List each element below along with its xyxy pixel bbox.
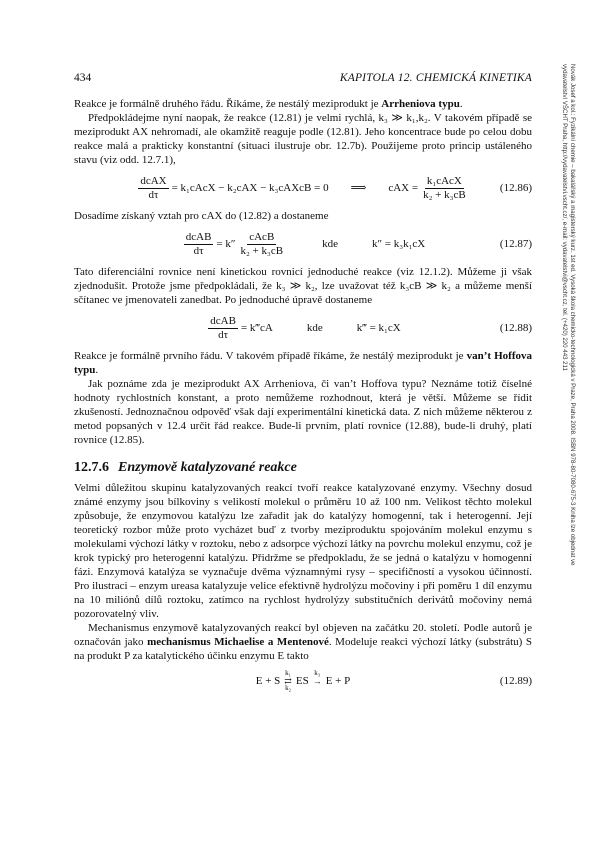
running-head: KAPITOLA 12. CHEMICKÁ KINETIKA [339, 72, 532, 84]
numerator: dcAB [185, 230, 212, 243]
paragraph-how-to-tell: Jak poznáme zda je meziprodukt AX Arrheniova, či van’t Hoffova typu? Neznáme totiž číselné hodnoty rychlostních konstant, a proto nemůžeme rozhodnout, která je větší. Můžeme se řídit zkušeností. Jednoznačnou odpověď však dají experimentální kinetická data. Z nich můžeme některou z metod popsaných v 12.4 určit řád reakce. Bude-li prvním, platí rovnice (12.88), bude-li druhý, platí rovnice (12.85). [74, 378, 532, 446]
text-run: . [459, 98, 463, 110]
paragraph-substitute: Dosadíme získaný vztah pro cAX do (12.82) a dostaneme [74, 210, 329, 222]
equation-number: (12.87) [499, 238, 532, 250]
denominator: k₂ + k₃cB [423, 188, 466, 201]
side-copyright-note: Novák Josef a kol.: Fyzikální chemie – bakalářský a magisterský kurz. 1st ed. Vysoká škola chemicko-technologická v Praze, Praha 2008. ISBN 978-80-7080-675-3 Kniha lze objednat ve vydavatelství VŠCHT Praha, http://vydavatelstvi.vscht.cz/, e-mail: vydavatelstvi@vscht.cz, tel. (+420) 220 443 211 [560, 64, 576, 566]
equation-number: (12.89) [499, 675, 532, 687]
text-run: . [95, 364, 99, 376]
numerator: cAcB [249, 230, 275, 243]
equation-12-87 [74, 229, 532, 259]
equation-rhs: = k₁cAcX − k₂cAX − k₃cAXcB = 0 [171, 182, 329, 194]
equation-12-89 [74, 669, 532, 693]
paragraph-michaelis [74, 621, 532, 663]
denominator: dτ [218, 328, 229, 341]
arrow-spacer [316, 685, 318, 692]
equation-rhs: = k‴cA [240, 322, 273, 334]
rate-constant-k1: k₁ [285, 669, 292, 677]
fraction [421, 175, 468, 202]
term-arrhenius-type: Arrheniova typu [381, 98, 460, 110]
paragraph-enzymes: Velmi důležitou skupinu katalyzovaných reakcí tvoří reakce katalyzované enzymy. Všechny dosud známé enzymy jsou bílkoviny s velikostí molekul o průměru 10 až 100 nm. Velikost těchto molekul způsobuje, že enzymovou katalýzu lze zařadit jak do katalýzy homogenní, tak i heterogenní. Její teoretický rozbor může proto vycházet buď z tvorby meziproduktu spojováním molekul enzymu s molekulami výchozí látky v roztoku, nebo z adsorpce výchozí látky na povrchu molekul enzymu, což je krok typický pro heterogenní katalýzu. Přidržme se předpokladu, že se jedná o katalýzu v homogenní fázi. Enzymová katalýza se vyznačuje dvěma významnými rysy – specifičností a vysokou účinností. Pro ilustraci – enzym ureasa katalyzuje velice efektivně hydrolýzu močoviny i při poměru 1 díl enzymu na 10 miliónů dílů roztoku, zatímco na rychlost hydrolýzy substitučních derivátů močoviny nemá pozorovatelný vliv. [74, 482, 532, 620]
text-run: Reakce je formálně prvního řádu. V takovém případě říkáme, že nestálý meziprodukt je [74, 350, 467, 362]
equation-number: (12.88) [499, 322, 532, 334]
constant-definition: k‴ = k₁cX [356, 322, 401, 334]
right-arrow-icon: → [312, 676, 322, 686]
section-title: Enzymově katalyzované reakce [118, 460, 297, 475]
equation-lhs: cAX = [388, 182, 419, 194]
numerator: k₁cAcX [426, 174, 462, 187]
where-word: kde [322, 238, 338, 250]
term-vant-hoff-type: van’t Hoffova typu [74, 350, 532, 376]
fraction [184, 231, 214, 258]
numerator: dcAX [140, 174, 167, 187]
fraction [208, 315, 238, 342]
products: E + P [325, 675, 351, 687]
constant-definition: k″ = k₃k₁cX [371, 238, 426, 250]
page-number: 434 [74, 72, 92, 84]
paragraph-simplify: Tato diferenciální rovnice není kinetickou rovnicí jednoduché reakce (viz 12.1.2). Můžeme ji však zjednodušit. Protože jsme předpokládali, že k₃ ≫ k₂, lze uvažovat též k₃cB ≫ k₂ a můžeme menší sčítanec ve jmenovateli zanedbat. Po jednoduché úpravě dostaneme [74, 266, 532, 306]
reactants: E + S [255, 675, 281, 687]
denominator: k₂ + k₃cB [240, 244, 284, 257]
text-run: . Modeluje reakci výchozí látky (substrátu) S na produkt P za katalytického účinku enzymu E takto [74, 636, 532, 662]
equation-rhs: = k″ [216, 238, 236, 250]
fraction [238, 231, 285, 258]
equation-number: (12.86) [499, 182, 532, 194]
equilibrium-arrows-icon [284, 670, 292, 692]
denominator: dτ [148, 188, 159, 201]
section-number: 12.7.6 [74, 460, 109, 475]
paragraph-arrhenius [74, 97, 532, 111]
section-heading [74, 461, 532, 475]
implies-symbol: ⟹ [350, 182, 367, 194]
term-michaelis-menten: mechanismus Michaelise a Mentenové [147, 636, 329, 648]
intermediate: ES [295, 675, 309, 687]
equation-12-88 [74, 313, 532, 343]
where-word: kde [306, 322, 323, 334]
paragraph-steady-state: Předpokládejme nyní naopak, že reakce (12.81) je velmi rychlá, k₃ ≫ k₁,k₂. V takovém případě se meziprodukt AX nehromadí, ale okamžitě reaguje podle (12.81). Jeho koncentrace bude po celou dobu reakce malá a prakticky konstantní (situaci ilustruje obr. 12.7b). Použijeme proto princip ustáleného stavu (viz odd. 12.7.1), [74, 112, 532, 166]
denominator: dτ [193, 244, 204, 257]
rate-constant-k3: k₃ [314, 669, 321, 677]
paragraph-vant-hoff [74, 349, 532, 377]
page-body [74, 97, 532, 699]
text-run: Mechanismus enzymově katalyzovaných reakcí byl objeven na začátku 20. století. Podle autorů je označován jako [74, 622, 532, 648]
forward-arrow-icon: ⇄ [284, 676, 292, 686]
numerator: dcAB [210, 314, 236, 327]
text-run: Reakce je formálně druhého řádu. Říkáme, že nestálý meziprodukt je [74, 98, 382, 110]
rate-constant-k2: k₂ [285, 684, 292, 692]
equation-12-86 [74, 173, 532, 203]
fraction [138, 175, 168, 202]
reaction-arrow-icon [313, 670, 322, 692]
